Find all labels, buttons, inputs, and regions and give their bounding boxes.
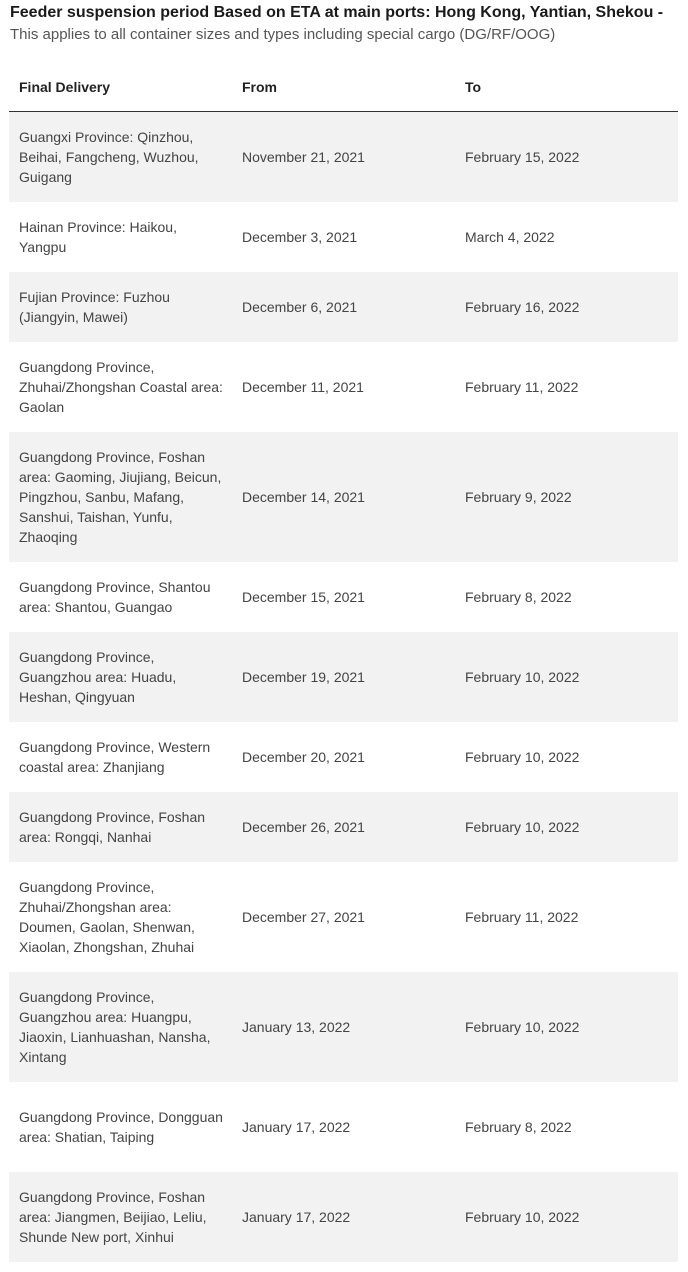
table-row: [9, 972, 678, 1082]
cell-final-delivery: Guangdong Province, Guangzhou area: Huangpu, Jiaoxin, Lianhuashan, Nansha, Xintang: [19, 989, 211, 1065]
column-header-final-delivery: Final Delivery: [19, 78, 111, 95]
cell-to: February 16, 2022: [465, 299, 580, 315]
table-row: [9, 562, 678, 632]
table-row: [9, 862, 678, 972]
column-header-from: From: [242, 78, 277, 95]
cell-from: January 17, 2022: [242, 1119, 351, 1135]
cell-final-delivery: Guangdong Province, Dongguan area: Shatian, Taiping: [19, 1109, 223, 1145]
cell-from: December 11, 2021: [242, 379, 364, 395]
table-row: [9, 1172, 678, 1262]
cell-to: March 4, 2022: [465, 229, 555, 245]
page-heading: [10, 2, 686, 46]
page-title: Feeder suspension period Based on ETA at main ports: Hong Kong, Yantian, Shekou -: [10, 4, 664, 21]
suspension-table: [9, 62, 678, 1262]
cell-from: December 19, 2021: [242, 669, 365, 685]
cell-final-delivery: Guangdong Province, Foshan area: Rongqi, Nanhai: [19, 809, 206, 845]
cell-to: February 10, 2022: [465, 1019, 580, 1035]
cell-from: December 3, 2021: [242, 229, 358, 245]
cell-to: February 11, 2022: [465, 909, 579, 925]
cell-final-delivery: Guangdong Province, Foshan area: Gaoming, Jiujiang, Beicun, Pingzhou, Sanbu, Mafang, Sanshui, Taishan, Yunfu, Zhaoqing: [19, 449, 222, 545]
cell-to: February 8, 2022: [465, 1119, 572, 1135]
cell-from: January 17, 2022: [242, 1209, 351, 1225]
table-row: [9, 202, 678, 272]
cell-final-delivery: Fujian Province: Fuzhou (Jiangyin, Mawei): [19, 289, 170, 325]
cell-from: December 6, 2021: [242, 299, 358, 315]
cell-to: February 10, 2022: [465, 749, 580, 765]
table-row: [9, 112, 678, 202]
table-row: [9, 1082, 678, 1172]
table-row: [9, 722, 678, 792]
column-header-to: To: [465, 78, 482, 95]
cell-to: February 9, 2022: [465, 489, 572, 505]
cell-from: December 14, 2021: [242, 489, 365, 505]
cell-final-delivery: Hainan Province: Haikou, Yangpu: [19, 219, 177, 255]
table-row: [9, 272, 678, 342]
page-subtitle: This applies to all container sizes and types including special cargo (DG/RF/OOG): [10, 26, 556, 43]
table-row: [9, 632, 678, 722]
cell-final-delivery: Guangdong Province, Shantou area: Shantou, Guangao: [19, 579, 211, 615]
cell-final-delivery: Guangdong Province, Foshan area: Jiangmen, Beijiao, Leliu, Shunde New port, Xinhui: [19, 1189, 207, 1245]
cell-to: February 11, 2022: [465, 379, 579, 395]
cell-to: February 15, 2022: [465, 149, 580, 165]
cell-to: February 10, 2022: [465, 819, 580, 835]
table-header-row: [9, 62, 678, 112]
table-row: [9, 432, 678, 562]
cell-to: February 10, 2022: [465, 1209, 580, 1225]
table-row: [9, 342, 678, 432]
cell-from: December 20, 2021: [242, 749, 365, 765]
cell-from: December 27, 2021: [242, 909, 365, 925]
cell-from: January 13, 2022: [242, 1019, 351, 1035]
cell-from: December 26, 2021: [242, 819, 365, 835]
cell-from: November 21, 2021: [242, 149, 365, 165]
cell-from: December 15, 2021: [242, 589, 365, 605]
cell-final-delivery: Guangdong Province, Zhuhai/Zhongshan Coastal area: Gaolan: [19, 359, 223, 415]
cell-to: February 10, 2022: [465, 669, 580, 685]
table-row: [9, 792, 678, 862]
cell-final-delivery: Guangdong Province, Guangzhou area: Huadu, Heshan, Qingyuan: [19, 649, 177, 705]
cell-final-delivery: Guangdong Province, Western coastal area: Zhanjiang: [19, 739, 211, 775]
cell-to: February 8, 2022: [465, 589, 572, 605]
cell-final-delivery: Guangdong Province, Zhuhai/Zhongshan area: Doumen, Gaolan, Shenwan, Xiaolan, Zhongshan, Zhuhai: [19, 879, 195, 955]
cell-final-delivery: Guangxi Province: Qinzhou, Beihai, Fangcheng, Wuzhou, Guigang: [19, 129, 199, 185]
